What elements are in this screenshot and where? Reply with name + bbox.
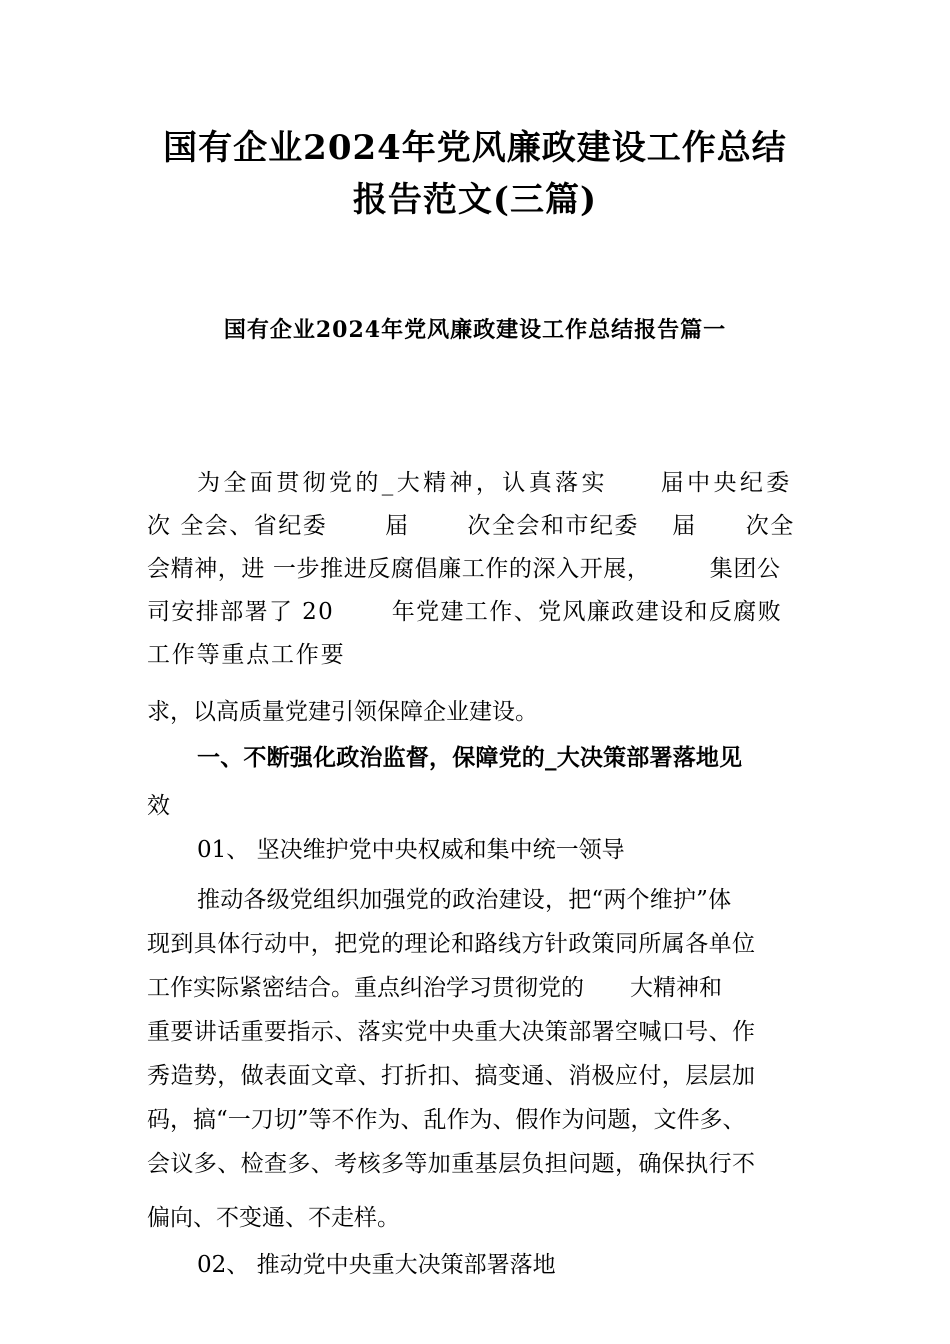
item-01-line-3: 工作实际紧密结合。重点纠治学习贯彻党的 大精神和	[147, 975, 722, 1001]
intro-line-3: 会精神，进 一步推进反腐倡廉工作的深入开展， 集团公	[147, 556, 781, 582]
item-01-line-1: 推动各级党组织加强党的政治建设，把“两个维护”体	[197, 887, 732, 913]
intro-line-4: 司安排部署了 20 年党建工作、党风廉政建设和反腐败	[147, 599, 783, 625]
item-01-line-8: 偏向、不变通、不走样。	[147, 1205, 400, 1231]
item-01-line-5: 秀造势，做表面文章、打折扣、搞变通、消极应付，层层加	[147, 1063, 756, 1089]
section-subtitle: 国有企业2024年党风廉政建设工作总结报告篇一	[223, 317, 727, 343]
item-01-line-4: 重要讲话重要指示、落实党中央重大决策部署空喊口号、作	[147, 1019, 756, 1045]
intro-line-5: 工作等重点工作要	[147, 642, 346, 668]
section-1-heading-line-1: 一、不断强化政治监督，保障党的_大决策部署落地见	[197, 744, 743, 771]
intro-line-1: 为全面贯彻党的_大精神，认真落实 届中央纪委	[197, 470, 793, 496]
document-title-line-2: 报告范文(三篇)	[352, 180, 598, 220]
document-title-line-1: 国有企业2024年党风廉政建设工作总结	[163, 128, 787, 168]
item-01-line-2: 现到具体行动中，把党的理论和路线方针政策同所属各单位	[147, 931, 756, 957]
item-01-line-7: 会议多、检查多、考核多等加重基层负担问题，确保执行不	[147, 1151, 756, 1177]
intro-line-2: 次 全会、省纪委 届 次全会和市纪委 届 次全	[147, 513, 795, 539]
item-01-line-6: 码，搞“一刀切”等不作为、乱作为、假作为问题，文件多、	[147, 1107, 746, 1133]
section-1-heading-line-2: 效	[147, 793, 170, 819]
item-01-heading: 01、 坚决维护党中央权威和集中统一领导	[197, 837, 625, 863]
intro-line-6: 求，以高质量党建引领保障企业建设。	[147, 699, 538, 725]
item-02-heading: 02、 推动党中央重大决策部署落地	[197, 1252, 556, 1278]
